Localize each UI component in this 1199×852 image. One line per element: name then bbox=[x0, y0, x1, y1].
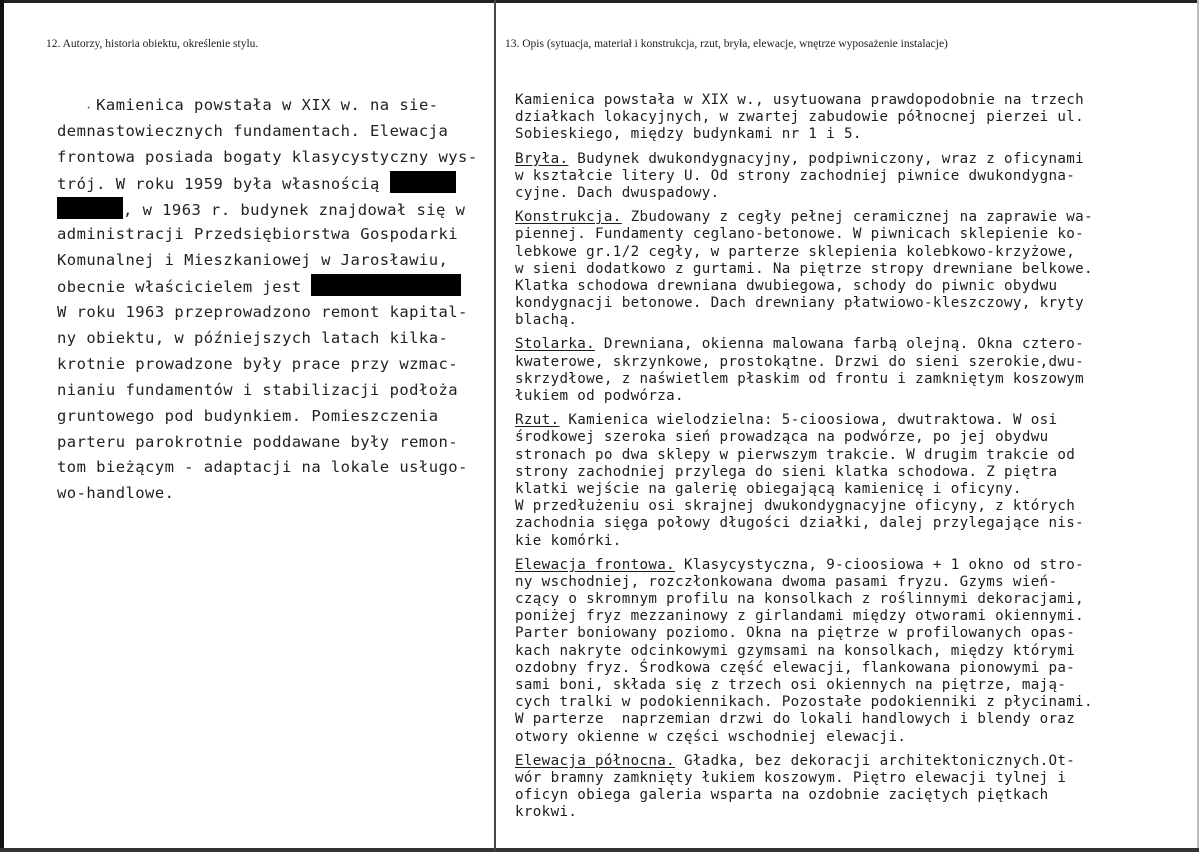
history-line: frontowa posiada bogaty klasycystyczny wys- bbox=[57, 147, 478, 166]
section-heading: Rzut. bbox=[515, 412, 560, 429]
redaction-block bbox=[311, 274, 461, 296]
description-line: W parterze naprzemian drzwi do lokali handlowych i blendy oraz bbox=[515, 711, 1076, 728]
history-line: demnastowiecznych fundamentach. Elewacja bbox=[57, 121, 449, 140]
sheet-left-edge bbox=[0, 0, 4, 852]
description-line: kwaterowe, skrzynkowe, prostokątne. Drzwi do sieni szerokie,dwu- bbox=[515, 353, 1085, 370]
column-divider bbox=[494, 0, 496, 852]
description-line: kondygnacji betonowe. Dach drewniany płatwiowo-kleszczowy, kryty bbox=[515, 295, 1085, 312]
description-line: ny wschodniej, rozczłonkowana dwoma pasami fryzu. Gzyms wień- bbox=[515, 573, 1058, 590]
description-line: Kamienica powstała w XIX w., usytuowana prawdopodobnie na trzech bbox=[515, 92, 1085, 108]
redaction-block bbox=[390, 171, 456, 193]
description-line: Sobieskiego, między budynkami nr 1 i 5. bbox=[515, 126, 862, 143]
right-column-header: 13. Opis (sytuacja, materiał i konstrukcja, rzut, bryła, elewacje, wnętrze wyposażenie instalacje) bbox=[505, 38, 948, 50]
section-elewacja-frontowa: Elewacja frontowa. Klasycystyczna, 9-cioosiowa + 1 okno od stro- ny wschodniej, rozczłonkowana dwoma pasami fryzu. Gzyms wień- czący o skromnym profilu na konsolkach z roślinnymi dekoracjami, poniżej fryz mezzaninowy z girlandami między otworami okiennymi. Parter boniowany poziomo. Okna na piętrze w profilowanych opas- kach nakryte odcinkowymi gzymsami na konsolkach, między którymi ozdobny fryz. Środkowa część elewacji, flankowana pionowymi pa- sami boni, składa się z trzech osi okiennych na piętrze, mają- cych tralki w podokiennikach. Pozostałe podokienniki z płycinami. W parterze naprzemian drzwi do lokali handlowych i blendy oraz otwory okienne w części wschodniej elewacji. bbox=[515, 557, 1185, 746]
description-line: lebkowe gr.1/2 cegły, w parterze sklepienia kolebkowo-krzyżowe, bbox=[515, 243, 1076, 260]
history-line: administracji Przedsiębiorstwa Gospodarki bbox=[57, 225, 459, 244]
intro-paragraph bbox=[515, 92, 1185, 144]
history-line: krotnie prowadzone były prace przy wzmac- bbox=[57, 354, 459, 373]
first-line-indent bbox=[57, 96, 96, 114]
description-line: Parter boniowany poziomo. Okna na piętrze w profilowanych opas- bbox=[515, 625, 1076, 642]
history-line: trój. W roku 1959 była własnością bbox=[57, 171, 485, 197]
description-line: cyjne. Dach dwuspadowy. bbox=[515, 184, 720, 201]
description-line: ozdobny fryz. Środkowa część elewacji, flankowana pionowymi pa- bbox=[515, 659, 1076, 676]
description-line: sami boni, składa się z trzech osi okiennych na piętrze, mają- bbox=[515, 677, 1067, 693]
section-elewacja-polnocna: Elewacja północna. Gładka, bez dekoracji architektonicznych.Ot- wór bramny zamknięty łukiem koszowym. Piętro elewacji tylnej i oficyn obiega galeria wsparta na ozdobnie zaciętych piętkach krokwi. bbox=[515, 753, 1185, 822]
description-line: strony zachodniej przylega do sieni klatka schodowa. Z piętra bbox=[515, 463, 1058, 480]
description-line: otwory okienne w części wschodniej elewacji. bbox=[515, 728, 907, 745]
description-line: oficyn obiega galeria wsparta na ozdobnie zaciętych piętkach bbox=[515, 787, 1049, 804]
history-line: Komunalnej i Mieszkaniowej w Jarosławiu, bbox=[57, 251, 449, 270]
sheet-top-edge bbox=[0, 0, 1199, 3]
description-line: wór bramny zamknięty łukiem koszowym. Piętro elewacji tylnej i bbox=[515, 769, 1067, 786]
bullet-mark: · bbox=[85, 101, 93, 115]
history-line: ny obiektu, w późniejszych latach kilka- bbox=[57, 329, 449, 348]
history-text bbox=[57, 93, 485, 507]
section-bryla: Bryła. Budynek dwukondygnacyjny, podpiwniczony, wraz z oficynami w kształcie litery U. Od strony zachodniej piwnice dwukondygna- cyjne. Dach dwuspadowy. bbox=[515, 151, 1185, 203]
description-line: poniżej fryz mezzaninowy z girlandami między otworami okiennymi. bbox=[515, 608, 1085, 625]
section-heading: Elewacja północna. bbox=[515, 752, 676, 769]
history-line: , w 1963 r. budynek znajdował się w bbox=[57, 197, 485, 223]
description-line: w sieni dodatkowo z gurtami. Na piętrze stropy drewniane belkowe. bbox=[515, 260, 1093, 277]
history-line: W roku 1963 przeprowadzono remont kapital- bbox=[57, 303, 468, 322]
section-rzut: Rzut. Kamienica wielodzielna: 5-cioosiowa, dwutraktowa. W osi środkowej szeroka sień prowadząca na podwórze, po jej obydwu stronach po dwa sklepy w pierwszym trakcie. W drugim trakcie od strony zachodniej przylega do sieni klatka schodowa. Z piętra klatki wejście na galerię obiegającą kamienicę i oficyny. W przedłużeniu osi skrajnej dwukondygnacyjne oficyny, z których zachodnia sięga połowy długości działki, dalej przylegające nis- kie komórki. bbox=[515, 412, 1185, 550]
description-line: środkowej szeroka sień prowadząca na podwórze, po jej obydwu bbox=[515, 429, 1049, 446]
description-line: kie komórki. bbox=[515, 532, 622, 549]
description-line: w kształcie litery U. Od strony zachodniej piwnice dwukondygna- bbox=[515, 167, 1076, 184]
sheet-bottom-edge bbox=[0, 848, 1199, 852]
history-line: Kamienica powstała w XIX w. na sie- bbox=[57, 93, 485, 119]
description-line: blachą. bbox=[515, 312, 578, 329]
section-heading: Elewacja frontowa. bbox=[515, 556, 676, 573]
description-text bbox=[515, 92, 1185, 829]
description-line: skrzydłowe, z naświetlem płaskim od frontu i zamkniętym koszowym bbox=[515, 370, 1085, 387]
left-column-header: 12. Autorzy, historia obiektu, określenie stylu. bbox=[46, 38, 259, 50]
redaction-block bbox=[57, 197, 123, 219]
description-line: działkach lokacyjnych, w zwartej zabudowie północnej pierzei ul. bbox=[515, 109, 1085, 126]
history-line: tom bieżącym - adaptacji na lokale usługo- bbox=[57, 458, 468, 477]
section-heading: Konstrukcja. bbox=[515, 209, 622, 226]
section-heading: Stolarka. bbox=[515, 336, 596, 353]
section-stolarka: Stolarka. Drewniana, okienna malowana farbą olejną. Okna cztero- kwaterowe, skrzynkowe, prostokątne. Drzwi do sieni szerokie,dwu- skrzydłowe, z naświetlem płaskim od frontu i zamkniętym koszowym łukiem od podwórza. bbox=[515, 336, 1185, 405]
history-line: wo-handlowe. bbox=[57, 484, 175, 503]
description-line: czący o skromnym profilu na konsolkach z roślinnymi dekoracjami, bbox=[515, 591, 1085, 608]
description-line: stronach po dwa sklepy w pierwszym trakcie. W drugim trakcie od bbox=[515, 446, 1076, 463]
history-line: obecnie właścicielem jest bbox=[57, 274, 485, 300]
description-line: krokwi. bbox=[515, 804, 578, 821]
description-line: W przedłużeniu osi skrajnej dwukondygnacyjne oficyny, z których bbox=[515, 498, 1076, 515]
description-line: klatki wejście na galerię obiegającą kamienicę i oficyny. bbox=[515, 480, 1022, 497]
description-line: piennej. Fundamenty ceglano-betonowe. W piwnicach sklepienie ko- bbox=[515, 226, 1085, 243]
description-line: kach nakryte odcinkowymi gzymsami na konsolkach, między którymi bbox=[515, 642, 1076, 659]
description-line: zachodnia sięga połowy długości działki, dalej przylegające nis- bbox=[515, 515, 1085, 532]
description-line: Klatka schodowa drewniana dwubiegowa, schody do piwnic obydwu bbox=[515, 277, 1058, 294]
section-heading: Bryła. bbox=[515, 150, 569, 167]
description-line: cych tralki w podokiennikach. Pozostałe podokienniki z płycinami. bbox=[515, 694, 1093, 711]
description-line: łukiem od podwórza. bbox=[515, 388, 684, 404]
section-konstrukcja: Konstrukcja. Zbudowany z cegły pełnej ceramicznej na zaprawie wa- piennej. Fundamenty ceglano-betonowe. W piwnicach sklepienie ko- lebkowe gr.1/2 cegły, w parterze sklepienia kolebkowo-krzyżowe, w sieni dodatkowo z gurtami. Na piętrze stropy drewniane belkowe. Klatka schodowa drewniana dwubiegowa, schody do piwnic obydwu kondygnacji betonowe. Dach drewniany płatwiowo-kleszczowy, kryty blachą. bbox=[515, 209, 1185, 329]
history-line: gruntowego pod budynkiem. Pomieszczenia bbox=[57, 406, 439, 425]
history-line: parteru parokrotnie poddawane były remon- bbox=[57, 432, 459, 451]
history-line: nianiu fundamentów i stabilizacji podłoża bbox=[57, 380, 459, 399]
